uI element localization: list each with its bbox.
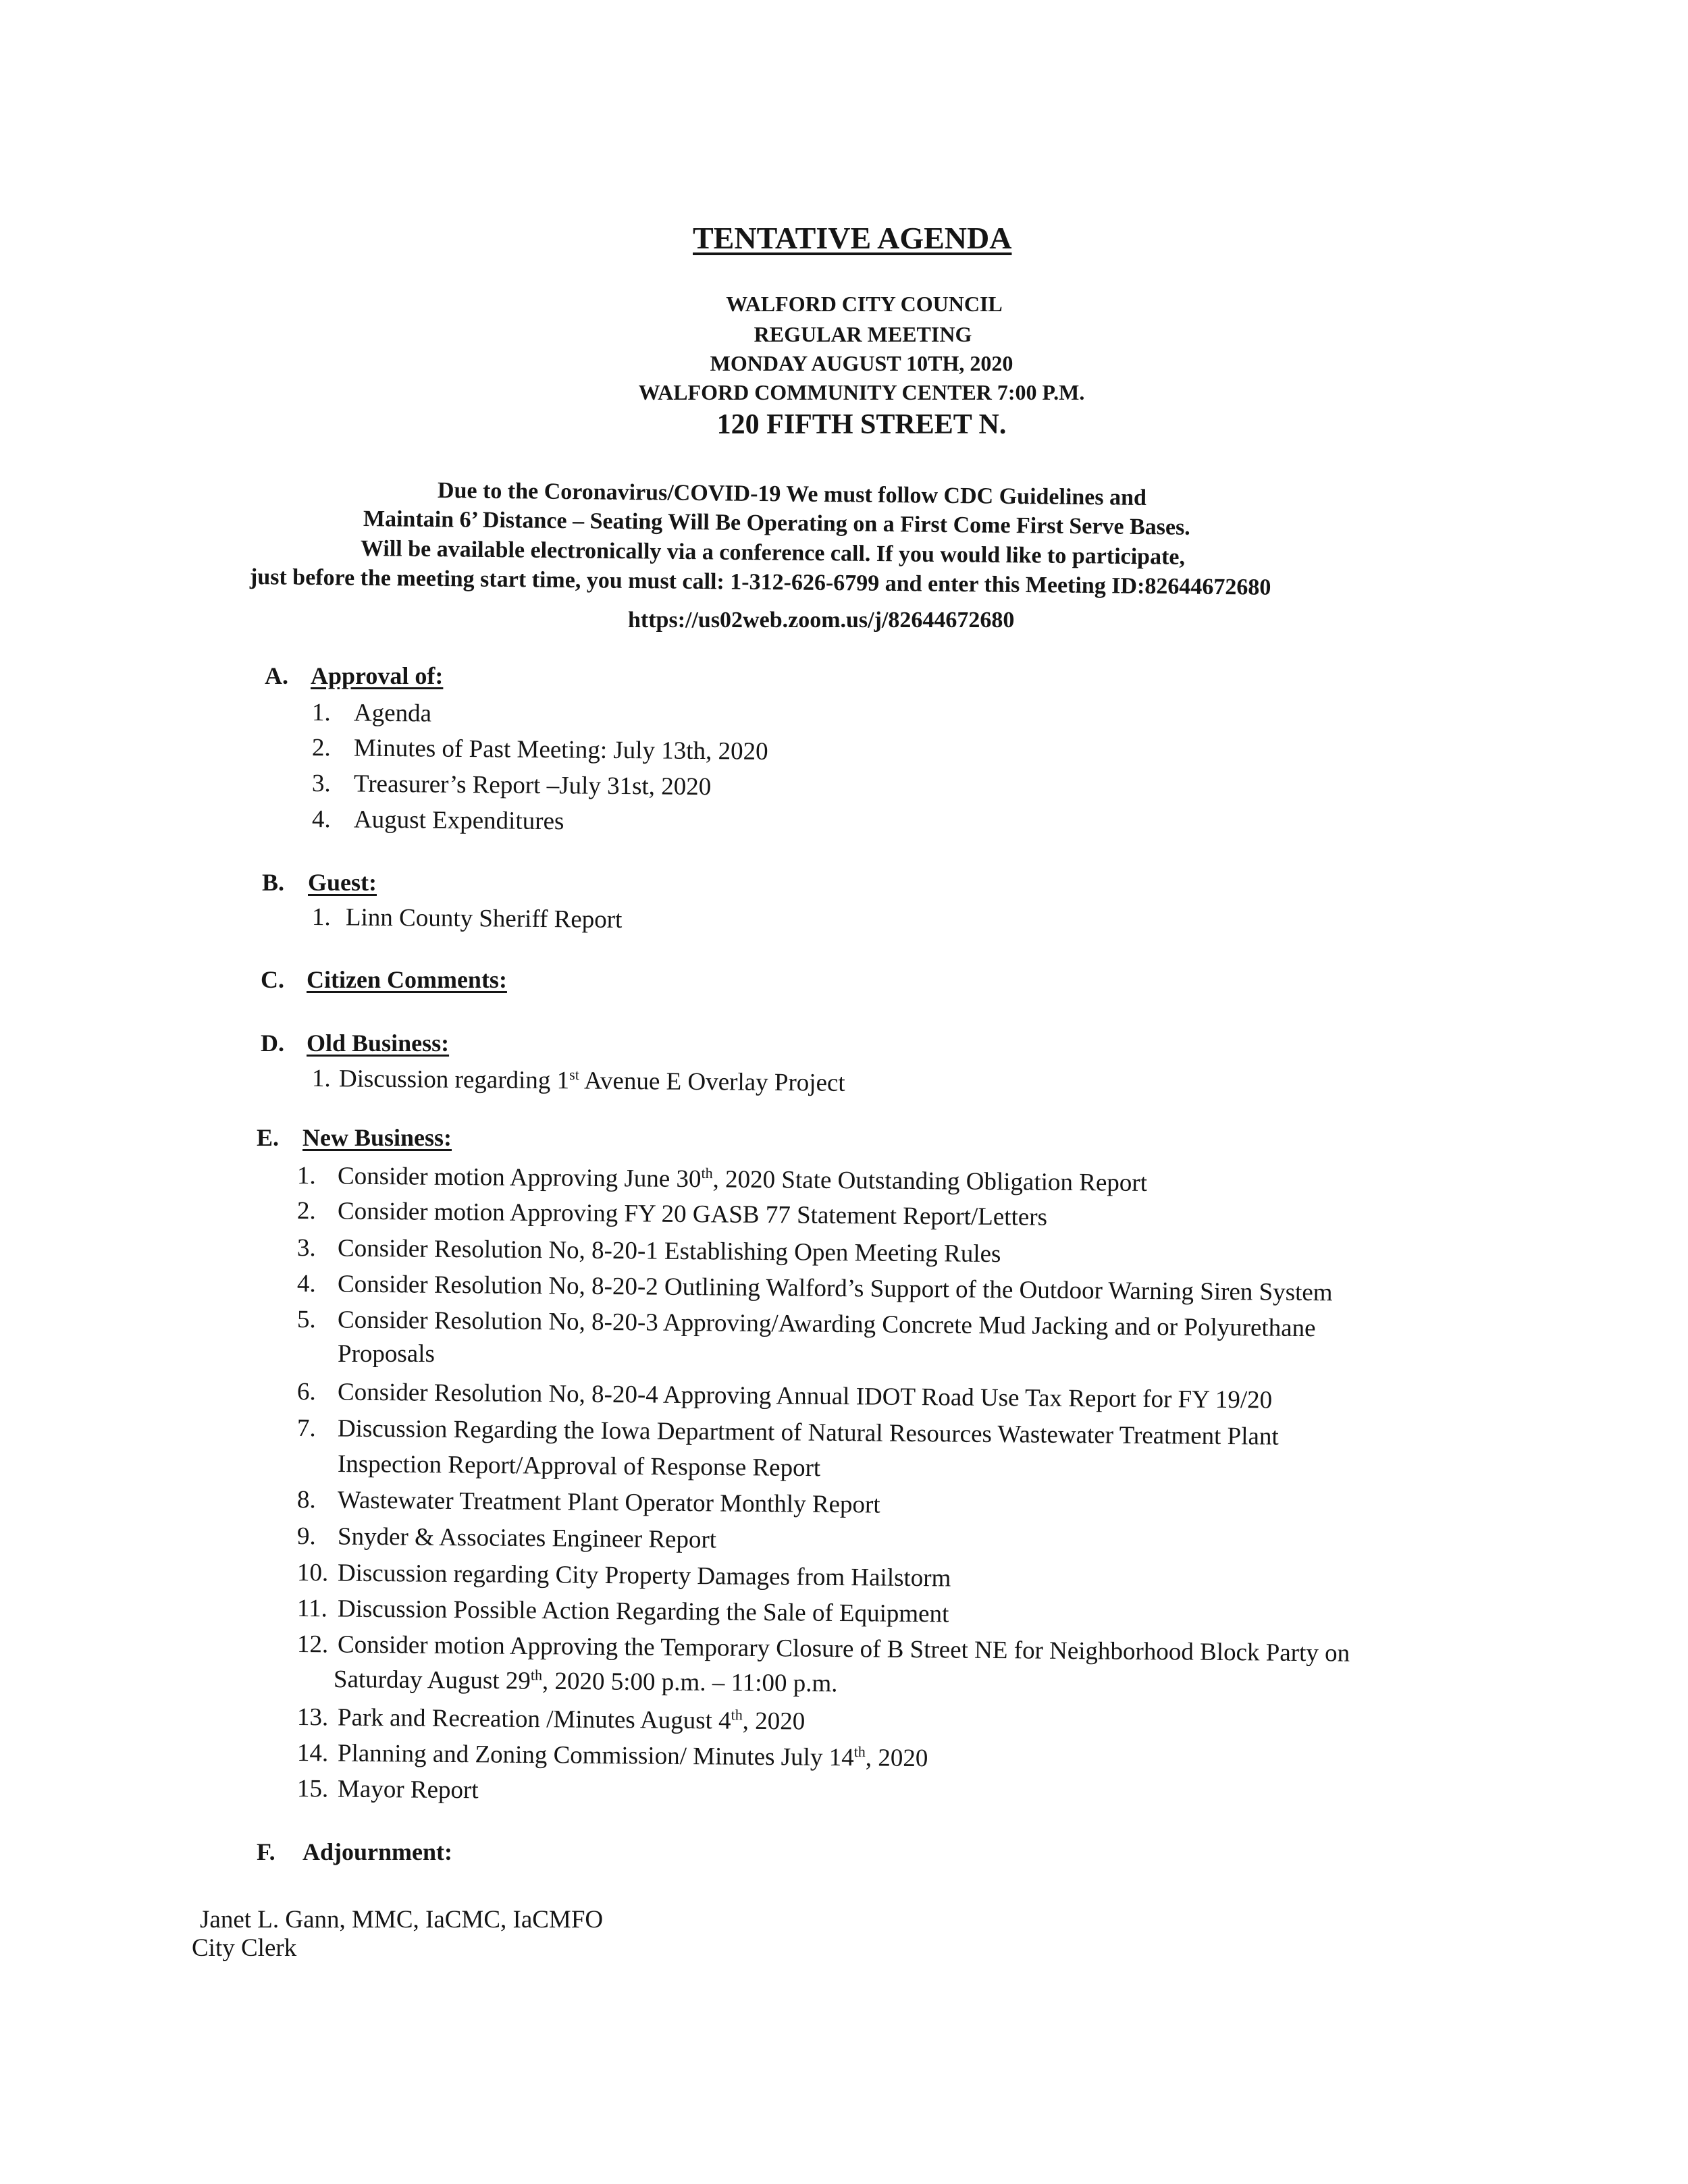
section-a-heading: Approval of: [311, 662, 444, 689]
list-item: 1. Linn County Sheriff Report [311, 903, 623, 934]
list-item: 13. Park and Recreation /Minutes August 4th, 2020 [296, 1703, 806, 1736]
list-item: 4. August Expenditures [311, 805, 564, 836]
notice-line-4: just before the meeting start time, you must call: 1-312-626-6799 and enter this Meeting ID:82644672680 [249, 564, 1271, 600]
notice-line-2: Maintain 6’ Distance – Seating Will Be Operating on a First Come First Serve Bases. [363, 506, 1190, 540]
list-item-continuation: Inspection Report/Approval of Response Report [337, 1450, 821, 1483]
list-item: 10. Discussion regarding City Property Damages from Hailstorm [296, 1559, 951, 1593]
section-a-letter: A. [265, 662, 288, 689]
list-item: 9. Snyder & Associates Engineer Report [296, 1522, 717, 1554]
list-item: 2. Consider motion Approving FY 20 GASB 77 Statement Report/Letters [296, 1197, 1048, 1231]
list-item-continuation: Saturday August 29th, 2020 5:00 p.m. – 11:00 p.m. [333, 1666, 838, 1698]
list-item: 14. Planning and Zoning Commission/ Minutes July 14th, 2020 [296, 1739, 928, 1773]
list-item: 1. Consider motion Approving June 30th, 2020 State Outstanding Obligation Report [296, 1162, 1148, 1197]
list-item: 1. Discussion regarding 1st Avenue E Overlay Project [311, 1065, 845, 1097]
notice-line-3: Will be available electronically via a conference call. If you would like to participate, [360, 536, 1186, 570]
list-item: 3. Consider Resolution No, 8-20-1 Establishing Open Meeting Rules [296, 1234, 1001, 1269]
meeting-type: REGULAR MEETING [754, 322, 972, 346]
list-item: 6. Consider Resolution No, 8-20-4 Approving Annual IDOT Road Use Tax Report for FY 19/20 [296, 1378, 1273, 1414]
clerk-name: Janet L. Gann, MMC, IaCMC, IaCMFO [200, 1906, 604, 1934]
list-item: 15. Mayor Report [296, 1775, 479, 1805]
list-item: 3. Treasurer’s Report –July 31st, 2020 [311, 770, 712, 801]
section-d-letter: D. [261, 1030, 284, 1057]
list-item: 11. Discussion Possible Action Regarding the Sale of Equipment [296, 1595, 949, 1628]
meeting-address: 120 FIFTH STREET N. [716, 409, 1007, 440]
list-item: 8. Wastewater Treatment Plant Operator Monthly Report [296, 1486, 880, 1519]
zoom-link[interactable]: https://us02web.zoom.us/j/82644672680 [628, 608, 1015, 633]
section-b-letter: B. [262, 869, 285, 896]
meeting-date: MONDAY AUGUST 10TH, 2020 [710, 351, 1013, 375]
section-d [261, 1029, 449, 1057]
section-e-heading: New Business: [302, 1124, 452, 1151]
list-item: 1. Agenda [311, 699, 432, 728]
section-b-heading: Guest: [308, 869, 377, 896]
list-item: 4. Consider Resolution No, 8-20-2 Outlining Walford’s Support of the Outdoor Warning Siren System [296, 1270, 1333, 1307]
section-a [265, 662, 443, 690]
section-f-heading: Adjournment: [302, 1838, 452, 1865]
section-f [257, 1838, 452, 1866]
clerk-title: City Clerk [192, 1934, 297, 1962]
section-b [262, 868, 377, 897]
list-item-continuation: Proposals [338, 1340, 435, 1368]
notice-line-1: Due to the Coronavirus/COVID-19 We must follow CDC Guidelines and [437, 478, 1147, 510]
section-c-heading: Citizen Comments: [307, 966, 507, 993]
section-c [261, 965, 507, 994]
section-c-letter: C. [261, 966, 284, 993]
list-item: 2. Minutes of Past Meeting: July 13th, 2020 [311, 734, 768, 766]
section-e [257, 1123, 452, 1152]
document-title: TENTATIVE AGENDA [693, 221, 1012, 255]
section-d-heading: Old Business: [307, 1030, 450, 1057]
section-e-letter: E. [257, 1124, 280, 1151]
section-f-letter: F. [257, 1838, 275, 1865]
meeting-location: WALFORD COMMUNITY CENTER 7:00 P.M. [638, 380, 1085, 404]
list-item: 5. Consider Resolution No, 8-20-3 Approving/Awarding Concrete Mud Jacking and or Polyurethane [296, 1306, 1316, 1343]
list-item: 7. Discussion Regarding the Iowa Department of Natural Resources Wastewater Treatment Plant [296, 1414, 1279, 1451]
list-item: 12. Consider motion Approving the Temporary Closure of B Street NE for Neighborhood Block Party on [296, 1630, 1350, 1668]
council-name: WALFORD CITY COUNCIL [726, 292, 1003, 316]
